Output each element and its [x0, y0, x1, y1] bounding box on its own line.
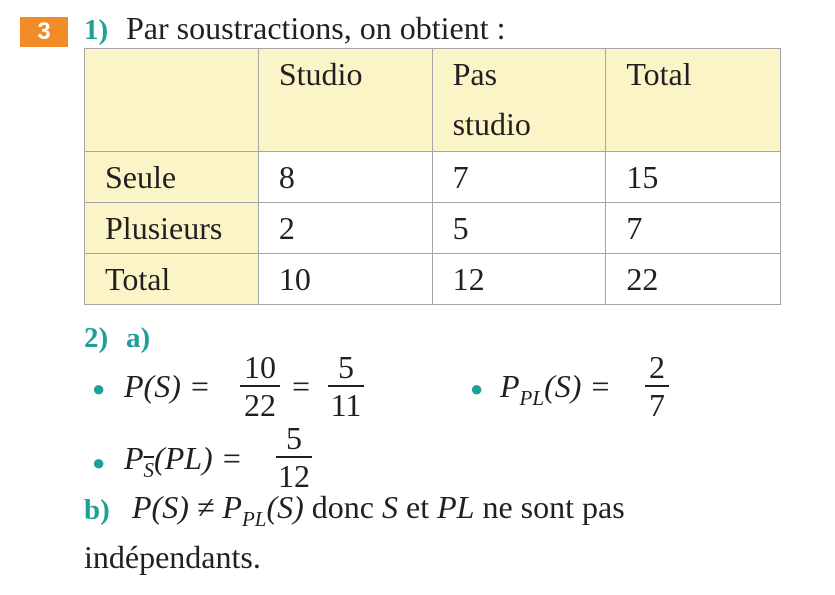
conclusion-PL: PL — [437, 489, 475, 525]
header-studio-2: studio — [452, 106, 531, 142]
eq2-P: P — [500, 368, 520, 404]
eq2-lhs — [500, 368, 611, 410]
part2a-label: a) — [126, 322, 151, 354]
table-cell: 2 — [258, 203, 432, 254]
conclusion-S: S — [382, 489, 398, 525]
conclusion-arg: (S) — [266, 489, 304, 525]
eq3-lhs — [124, 440, 243, 482]
table-header-row — [85, 49, 781, 152]
eq3-P: P — [124, 440, 144, 476]
table-cell: 7 — [432, 152, 606, 203]
part2-label: 2) — [84, 322, 109, 354]
eq2-arg: (S) = — [544, 368, 611, 404]
table-cell: 7 — [606, 203, 781, 254]
eq1-f2-numerator: 5 — [338, 349, 354, 385]
eq1-f1-denominator: 22 — [244, 387, 276, 423]
table-row — [85, 203, 781, 254]
eq2-denominator: 7 — [649, 387, 665, 423]
conclusion-text-et: et — [406, 489, 430, 525]
eq3-denominator: 12 — [278, 458, 310, 494]
row-label: Seule — [85, 152, 259, 203]
eq3-numerator: 5 — [286, 420, 302, 456]
part2b-label: b) — [84, 494, 110, 526]
exercise-number-badge: 3 — [20, 17, 68, 47]
eq1-f1-numerator: 10 — [244, 349, 276, 385]
table-row — [85, 152, 781, 203]
row-label: Total — [85, 254, 259, 305]
eq2-fraction — [645, 350, 669, 422]
conclusion-subscript: PL — [241, 507, 267, 531]
conclusion-line-1 — [132, 489, 625, 531]
header-pas: Pas — [452, 56, 498, 92]
conclusion-text-donc: donc — [311, 489, 374, 525]
eq1-fraction-1 — [240, 350, 280, 422]
bullet-icon: ● — [470, 376, 484, 401]
part1-label: 1) — [84, 14, 109, 46]
eq2-subscript: PL — [519, 386, 545, 410]
conclusion-lhs: P(S) ≠ P — [132, 489, 242, 525]
table-cell: 8 — [258, 152, 432, 203]
header-total: Total — [606, 49, 781, 152]
table-row — [85, 254, 781, 305]
conclusion-line-2: indépendants. — [84, 539, 261, 575]
table-cell: 12 — [432, 254, 606, 305]
part1-intro: Par soustractions, on obtient : — [126, 10, 506, 46]
bullet-icon: ● — [92, 450, 106, 475]
eq3-fraction — [276, 421, 312, 493]
eq3-subscript: S — [143, 458, 155, 482]
eq1-equals: = — [292, 368, 311, 404]
eq1-f2-denominator: 11 — [330, 387, 362, 423]
eq1-fraction-2 — [328, 350, 364, 422]
conclusion-text-ne-sont-pas: ne sont pas — [482, 489, 625, 525]
header-pas-studio — [432, 49, 606, 152]
eq3-arg: (PL) = — [154, 440, 243, 476]
bullet-icon: ● — [92, 376, 106, 401]
table-cell: 10 — [258, 254, 432, 305]
eq1-lhs: P(S) = — [124, 368, 211, 404]
header-studio: Studio — [258, 49, 432, 152]
table-cell: 15 — [606, 152, 781, 203]
table-cell: 22 — [606, 254, 781, 305]
row-label: Plusieurs — [85, 203, 259, 254]
table-corner-cell — [85, 49, 259, 152]
eq2-numerator: 2 — [649, 349, 665, 385]
table-cell: 5 — [432, 203, 606, 254]
contingency-table — [84, 48, 781, 305]
